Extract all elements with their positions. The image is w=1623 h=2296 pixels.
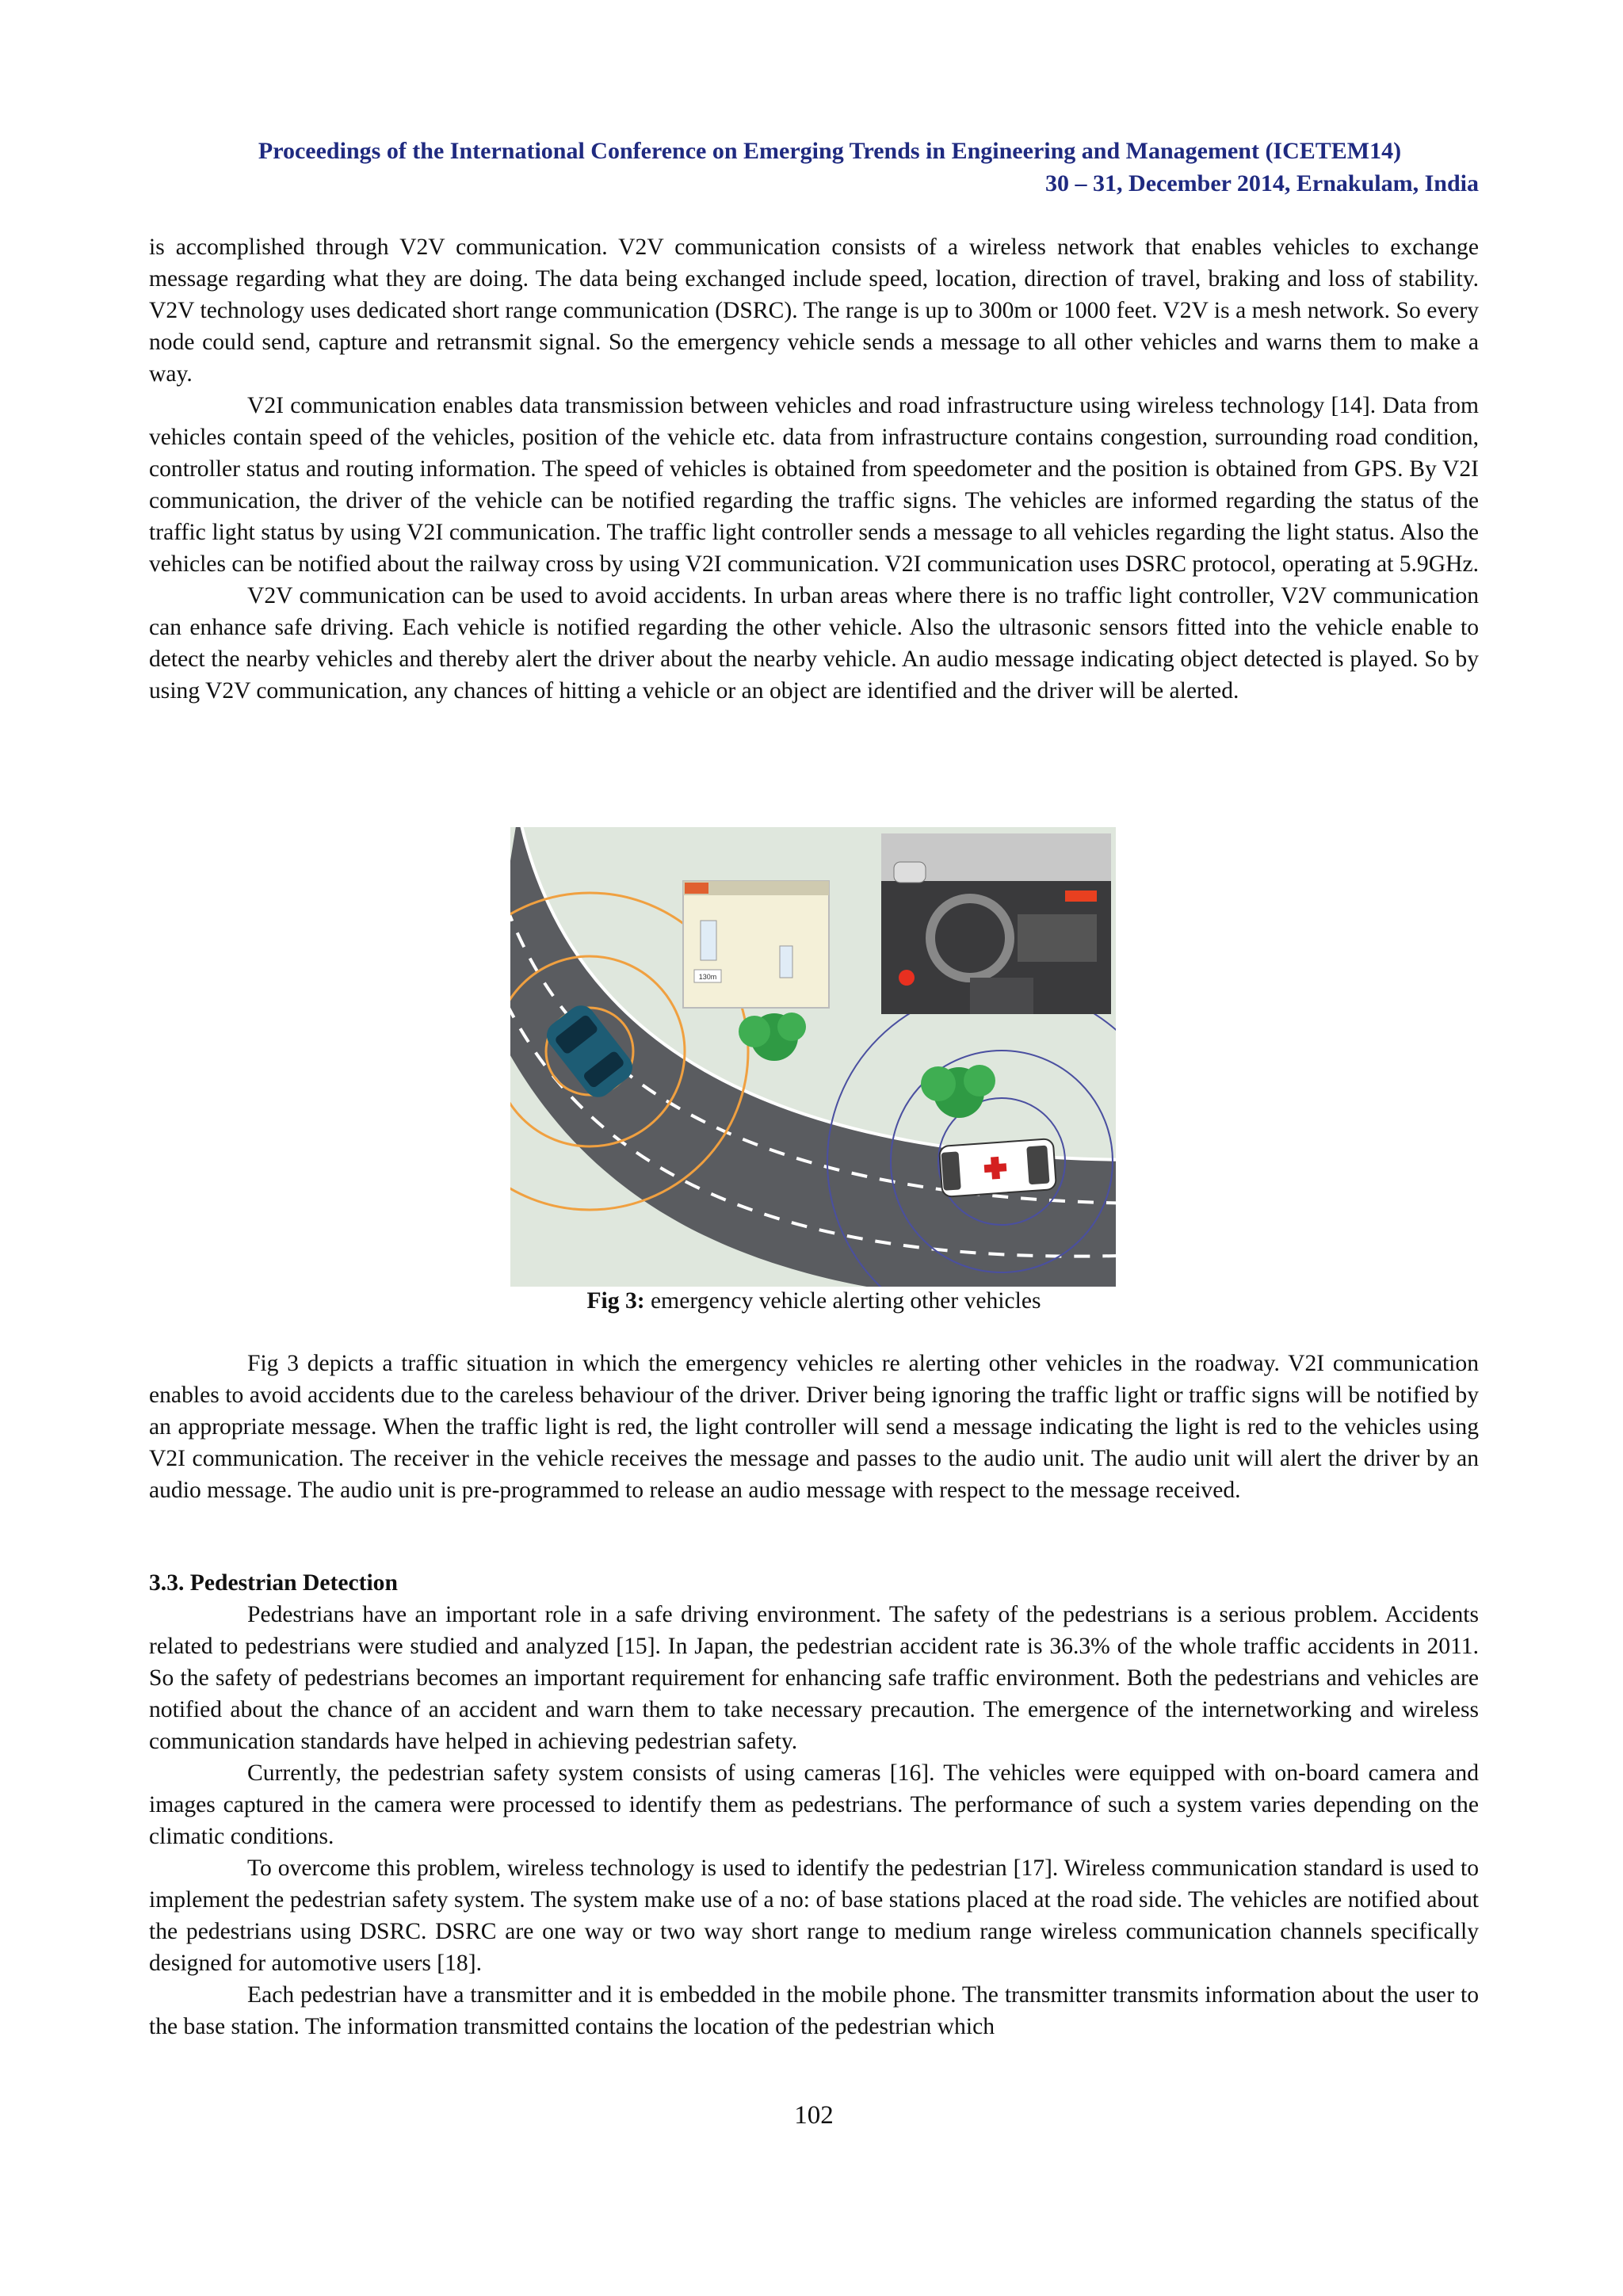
text-block-top xyxy=(149,231,1479,707)
ambulance xyxy=(939,1138,1056,1197)
paragraph: To overcome this problem, wireless technology is used to identify the pedestrian [17]. Wireless communication standard is used to implement the pedestrian safety system. The system make use of a no: of base stations placed at the road side. The vehicles are notified about the pedestrians using DSRC. DSRC are one way or two way short range to medium range wireless communication channels specifically designed for automotive users [18]. xyxy=(149,1855,1479,1976)
paragraph: Pedestrians have an important role in a safe driving environment. The safety of the pedestrians is a serious problem. Accidents related to pedestrians were studied and analyzed [15]. In Japan, the pedestrian accident rate is 36.3% of the whole traffic accidents in 2011. So the safety of pedestrians becomes an important requirement for enhancing safe traffic environment. Both the pedestrians and vehicles are notified about the chance of an accident and warn them to take necessary precaution. The emergence of the internetworking and wireless communication standards have helped in achieving pedestrian safety. xyxy=(149,1602,1479,1754)
conference-header xyxy=(149,135,1479,200)
section-pedestrian-detection xyxy=(149,1567,1479,2042)
paragraph: V2I communication enables data transmission between vehicles and road infrastructure using wireless technology [14]. Data from vehicles contain speed of the vehicles, position of the vehicle etc. data from infrastructure contains congestion, surrounding road condition, controller status and routing information. The speed of vehicles is obtained from speedometer and the position is obtained from GPS. By V2I communication, the driver of the vehicle can be notified regarding the traffic signs. The vehicles are informed regarding the status of the traffic light status by using V2I communication. The traffic light controller sends a message to all vehicles regarding the light status. Also the vehicles can be notified about the railway cross by using V2I communication. V2I communication uses DSRC protocol, operating at 5.9GHz. xyxy=(149,393,1480,577)
header-line-2: 30 – 31, December 2014, Ernakulam, India xyxy=(1045,170,1479,196)
paragraph: Currently, the pedestrian safety system consists of using cameras [16]. The vehicles were equipped with on-board camera and images captured in the camera were processed to identify them as pedestrians. The performance of such a system varies depending on the climatic conditions. xyxy=(149,1760,1479,1849)
figure-caption xyxy=(149,1285,1479,1317)
section-heading: 3.3. Pedestrian Detection xyxy=(149,1570,398,1596)
distance-label: 130m xyxy=(698,973,717,981)
page-number: 102 xyxy=(794,2101,834,2130)
paragraph: V2V communication can be used to avoid accidents. In urban areas where there is no traffic light controller, V2V communication can enhance safe driving. Each vehicle is notified regarding the other vehicle. Also the ultrasonic sensors fitted into the vehicle enable to detect the nearby vehicles and thereby alert the driver about the nearby vehicle. An audio message indicating object detected is played. So by using V2V communication, any chances of hitting a vehicle or an object are identified and the driver will be alerted. xyxy=(149,583,1479,704)
header-line-1: Proceedings of the International Conference on Emerging Trends in Engineering and Management (ICETEM14) xyxy=(258,138,1402,164)
paragraph: Each pedestrian have a transmitter and it is embedded in the mobile phone. The transmitter transmits information about the user to the base station. The information transmitted contains the location of the pedestrian which xyxy=(149,1982,1479,2039)
paragraph: Fig 3 depicts a traffic situation in which the emergency vehicles re alerting other vehicles in the roadway. V2I communication enables to avoid accidents due to the careless behaviour of the driver. Driver being ignoring the traffic light or traffic signs will be notified by an appropriate message. When the traffic light is red, the light controller will send a message indicating the light is red to the vehicles using V2I communication. The receiver in the vehicle receives the message and passes to the audio unit. The audio unit will alert the driver by an audio message. The audio unit is pre-programmed to release an audio message with respect to the message received. xyxy=(149,1351,1479,1503)
figure-emergency-vehicle xyxy=(510,827,1116,1287)
text-block-middle xyxy=(149,1348,1479,1506)
navigation-screen xyxy=(683,881,829,1008)
paragraph: is accomplished through V2V communication. V2V communication consists of a wireless network that enables vehicles to exchange message regarding what they are doing. The data being exchanged include speed, location, direction of travel, braking and loss of stability. V2V technology uses dedicated short range communication (DSRC). The range is up to 300m or 1000 feet. V2V is a mesh network. So every node could send, capture and retransmit signal. So the emergency vehicle sends a message to all other vehicles and warns them to make a way. xyxy=(149,235,1479,387)
caption-label: Fig 3: xyxy=(586,1288,645,1314)
caption-text: emergency vehicle alerting other vehicles xyxy=(644,1288,1041,1314)
traffic-illustration xyxy=(510,827,1116,1287)
dashboard-photo xyxy=(881,833,1111,1014)
